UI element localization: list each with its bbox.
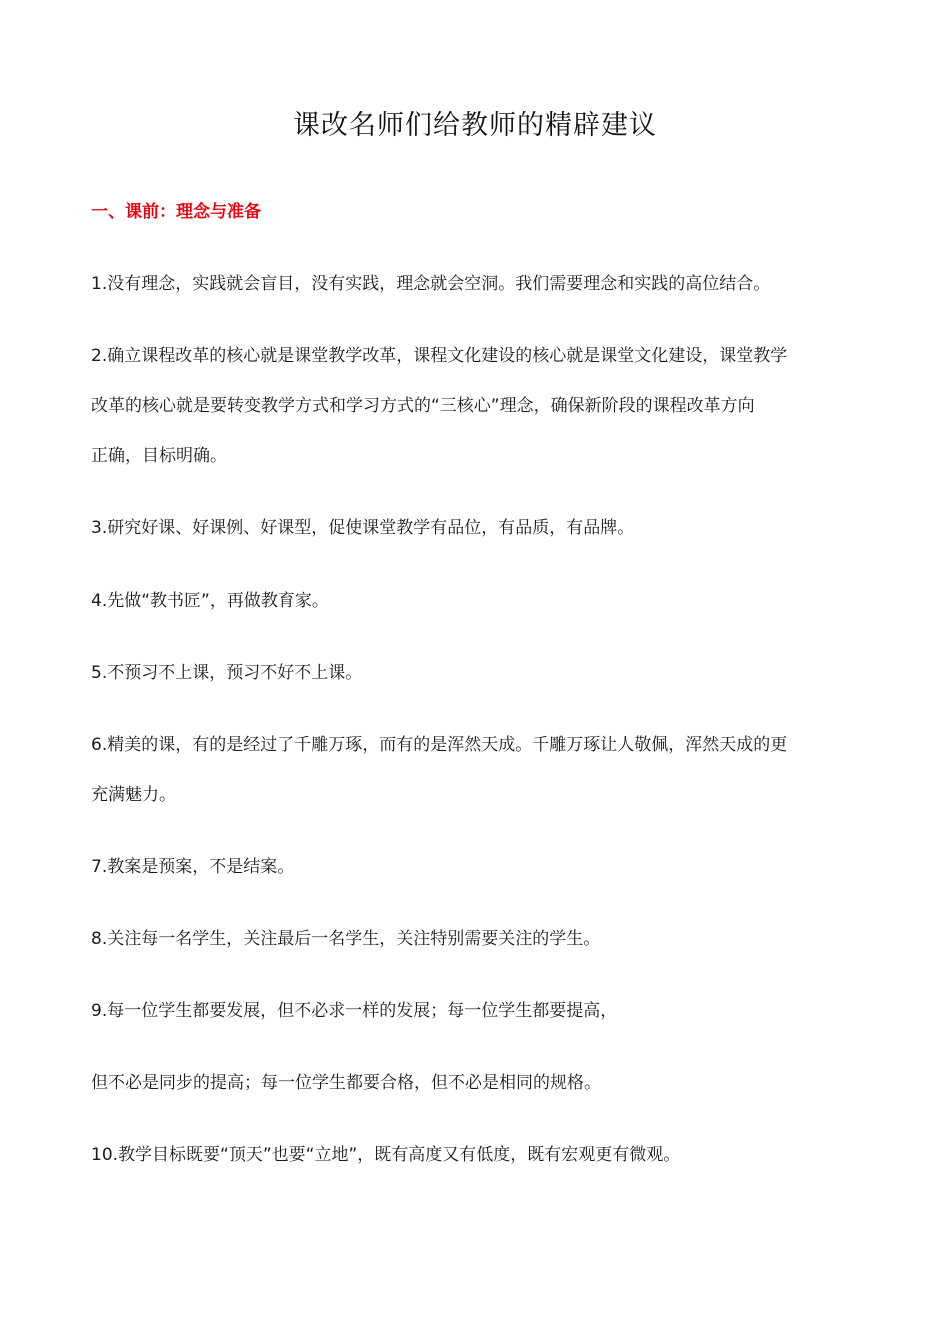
text-line: 8.关注每一名学生，关注最后一名学生，关注特别需要关注的学生。 <box>91 929 601 949</box>
text-line: 10.教学目标既要“顶天”也要“立地”，既有高度又有低度，既有宏观更有微观。 <box>91 1145 681 1165</box>
advice-item-7 <box>91 849 867 885</box>
text-line: 正确，目标明确。 <box>91 446 227 466</box>
text-line: 3.研究好课、好课例、好课型，促使课堂教学有品位，有品质，有品牌。 <box>91 518 635 538</box>
section-heading: 一、课前：理念与准备 <box>91 202 261 222</box>
text-line: 充满魅力。 <box>91 785 176 805</box>
advice-item-1 <box>91 266 867 302</box>
advice-item-9 <box>91 993 867 1029</box>
text-line: 4.先做“教书匠”，再做教育家。 <box>91 591 329 611</box>
text-line: 1.没有理念，实践就会盲目，没有实践，理念就会空洞。我们需要理念和实践的高位结合。 <box>91 274 771 294</box>
advice-item-6 <box>91 727 867 813</box>
text-line: 2.确立课程改革的核心就是课堂教学改革，课程文化建设的核心就是课堂文化建设，课堂教学 <box>91 346 788 366</box>
advice-item-9-continued <box>91 1065 867 1101</box>
text-line: 但不必是同步的提高；每一位学生都要合格，但不必是相同的规格。 <box>91 1073 601 1093</box>
advice-item-4 <box>91 583 867 619</box>
text-line: 5.不预习不上课，预习不好不上课。 <box>91 663 363 683</box>
document-title: 课改名师们给教师的精辟建议 <box>293 110 657 141</box>
advice-item-10 <box>91 1137 867 1173</box>
text-line: 7.教案是预案，不是结案。 <box>91 857 295 877</box>
advice-item-5 <box>91 655 867 691</box>
text-line: 改革的核心就是要转变教学方式和学习方式的“三核心”理念，确保新阶段的课程改革方向 <box>91 396 755 416</box>
advice-item-3 <box>91 510 867 546</box>
advice-item-2 <box>91 338 867 474</box>
advice-item-8 <box>91 921 867 957</box>
text-line: 6.精美的课，有的是经过了千雕万琢，而有的是浑然天成。千雕万琢让人敬佩，浑然天成的更 <box>91 735 788 755</box>
text-line: 9.每一位学生都要发展，但不必求一样的发展；每一位学生都要提高， <box>91 1001 618 1021</box>
